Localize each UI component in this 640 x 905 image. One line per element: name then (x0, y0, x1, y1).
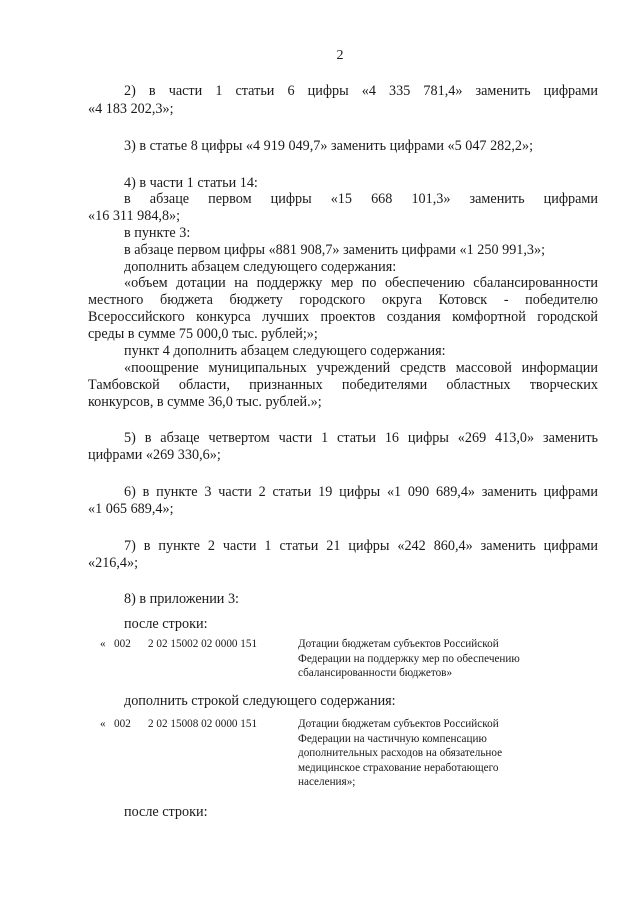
paragraph-line: дополнить строкой следующего содержания: (124, 693, 396, 709)
description-line: дополнительных расходов на обязательное (298, 747, 503, 759)
table-cell-quote: « (100, 718, 106, 730)
paragraph-line: конкурсов, в сумме 36,0 тыс. рублей.»; (88, 394, 322, 410)
paragraph-line: пункт 4 дополнить абзацем следующего содержания: (124, 343, 446, 359)
paragraph-line: «1 065 689,4»; (88, 501, 174, 517)
paragraph-line: в абзаце первом цифры «15 668 101,3» заменить цифрами (124, 191, 598, 207)
description-line: медицинское страхование неработающего (298, 761, 499, 774)
paragraph-line: 5) в абзаце четвертом части 1 статьи 16 цифры «269 413,0» заменить (124, 430, 598, 446)
paragraph-line: «объем дотации на поддержку мер по обеспечению сбалансированности (124, 275, 598, 291)
paragraph-line: 2) в части 1 статьи 6 цифры «4 335 781,4» заменить цифрами (124, 83, 598, 99)
paragraph-line: «поощрение муниципальных учреждений средств массовой информации (124, 360, 598, 376)
table-cell-code: 002 (114, 718, 131, 730)
paragraph-line: Тамбовской области, признанных победителями областных творческих (88, 377, 598, 393)
paragraph-line: 4) в части 1 статьи 14: (124, 175, 258, 191)
paragraph-line: 7) в пункте 2 части 1 статьи 21 цифры «242 860,4» заменить цифрами (124, 538, 598, 554)
description-line: Дотации бюджетам субъектов Российской (298, 718, 499, 730)
paragraph-line: после строки: (124, 804, 208, 820)
table-cell-description (298, 717, 578, 790)
description-line: населения»; (298, 776, 356, 788)
page-number: 2 (336, 48, 344, 63)
table-cell-code: 2 02 15008 02 0000 151 (148, 718, 258, 730)
paragraph-line: 8) в приложении 3: (124, 591, 239, 607)
description-line: Федерации на поддержку мер по обеспечению (298, 652, 520, 665)
description-line: сбалансированности бюджетов» (298, 667, 453, 679)
paragraph-line: в абзаце первом цифры «881 908,7» заменить цифрами «1 250 991,3»; (124, 242, 546, 258)
paragraph-line: после строки: (124, 616, 208, 632)
paragraph-line: «16 311 984,8»; (88, 208, 181, 224)
paragraph-line: Всероссийского конкурса лучших проектов создания комфортной городской (88, 309, 598, 325)
table-cell-description (298, 637, 578, 681)
paragraph-line: 3) в статье 8 цифры «4 919 049,7» заменить цифрами «5 047 282,2»; (124, 138, 534, 154)
paragraph-line: среды в сумме 75 000,0 тыс. рублей;»; (88, 326, 318, 342)
paragraph-line: «216,4»; (88, 555, 139, 571)
paragraph-line: 6) в пункте 3 части 2 статьи 19 цифры «1 090 689,4» заменить цифрами (124, 484, 598, 500)
table-cell-code: 002 (114, 638, 131, 650)
paragraph-line: дополнить абзацем следующего содержания: (124, 259, 397, 275)
paragraph-line: «4 183 202,3»; (88, 101, 174, 117)
paragraph-line: местного бюджета бюджету городского округа Котовск - победителю (88, 292, 598, 308)
table-cell-code: 2 02 15002 02 0000 151 (148, 638, 258, 650)
paragraph-line: в пункте 3: (124, 225, 191, 241)
paragraph-line: цифрами «269 330,6»; (88, 447, 221, 463)
table-cell-quote: « (100, 638, 106, 650)
description-line: Федерации на частичную компенсацию (298, 732, 487, 745)
description-line: Дотации бюджетам субъектов Российской (298, 638, 499, 650)
